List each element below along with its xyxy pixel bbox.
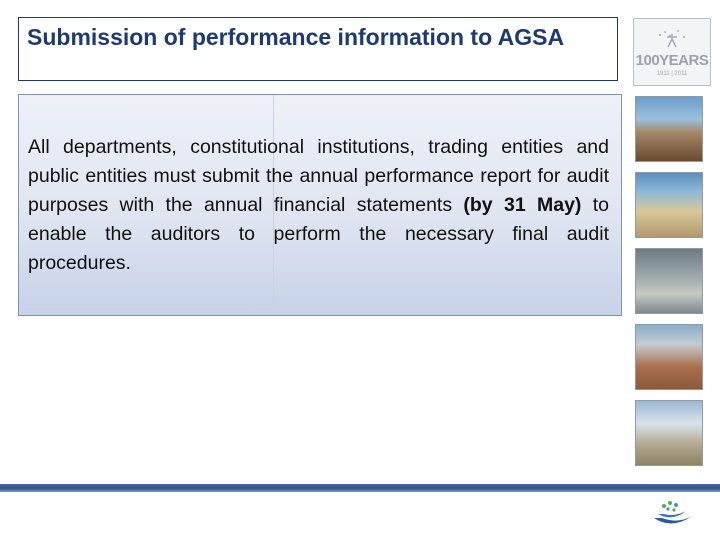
footer-divider — [0, 484, 720, 492]
body-text-deadline: (by 31 May) — [463, 194, 582, 216]
logo-dates-text: 1911 | 2011 — [656, 71, 688, 77]
sidebar-photo-2 — [635, 172, 703, 238]
slide-title: Submission of performance information to AGSA — [27, 24, 565, 50]
centenary-logo — [633, 18, 711, 86]
body-text-part2: to enable the auditors to perform the necessary final audit procedures. — [28, 194, 610, 274]
star-figure-icon — [654, 27, 690, 51]
sidebar-photo-4 — [635, 324, 703, 390]
body-text — [28, 133, 609, 278]
title-box — [18, 17, 618, 81]
footer-logo-icon — [648, 496, 696, 530]
sidebar-photo-5 — [635, 400, 703, 466]
body-text-part1: All departments, constitutional institutions, trading entities and public entities must submit the annual performance report for audit purposes with the annual financial statements — [28, 136, 609, 216]
sidebar-photo-1 — [635, 96, 703, 162]
sidebar-photo-3 — [635, 248, 703, 314]
content-box — [18, 94, 622, 316]
logo-years-text: 100YEARS — [635, 52, 709, 69]
